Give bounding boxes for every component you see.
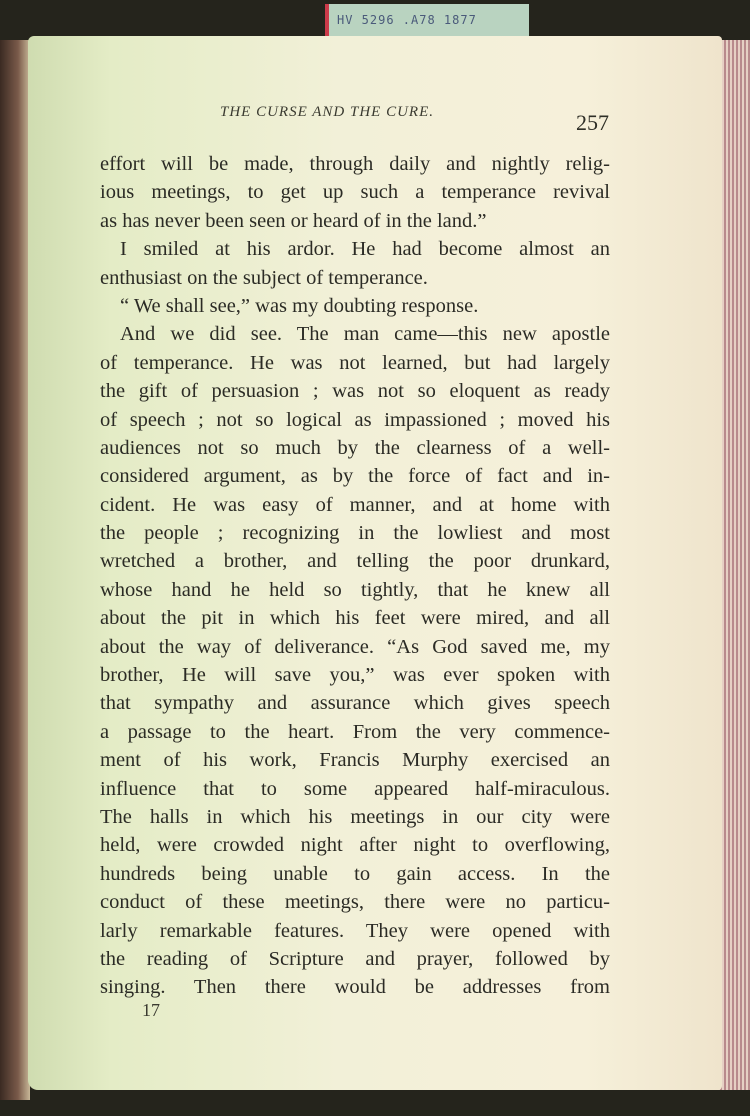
text-line: wretched a brother, and telling the poor drunkard, — [100, 550, 610, 573]
page-body-text — [100, 150, 610, 1002]
text-line: “ We shall see,” was my doubting response. — [120, 294, 479, 317]
text-line: The halls in which his meetings in our city were — [100, 805, 610, 828]
text-line: as has never been seen or heard of in the land.” — [100, 209, 487, 232]
text-line: larly remarkable features. They were opened with — [100, 919, 610, 942]
text-line: cident. He was easy of manner, and at home with — [100, 493, 610, 516]
text-line: the gift of persuasion ; was not so eloquent as ready — [100, 380, 610, 403]
text-line: the people ; recognizing in the lowliest and most — [100, 522, 610, 545]
text-line: of temperance. He was not learned, but had largely — [100, 351, 610, 374]
text-line: the reading of Scripture and prayer, followed by — [100, 947, 610, 970]
text-line: enthusiast on the subject of temperance. — [100, 266, 428, 289]
book-spine — [0, 40, 30, 1100]
text-line: about the pit in which his feet were mired, and all — [100, 607, 610, 630]
text-line: held, were crowded night after night to overflowing, — [100, 834, 610, 857]
text-line: of speech ; not so logical as impassioned ; moved his — [100, 408, 610, 431]
running-head: THE CURSE AND THE CURE. — [220, 104, 434, 120]
text-line: brother, He will save you,” was ever spoken with — [100, 664, 610, 687]
text-line: that sympathy and assurance which gives speech — [100, 692, 610, 715]
text-line: considered argument, as by the force of fact and in- — [100, 465, 610, 488]
signature-mark: 17 — [142, 1000, 160, 1020]
text-line: audiences not so much by the clearness of a well- — [100, 436, 610, 459]
text-line: I smiled at his ardor. He had become almost an — [120, 238, 610, 261]
text-line: singing. Then there would be addresses from — [100, 976, 610, 999]
text-line: a passage to the heart. From the very commence- — [100, 720, 610, 743]
text-line: ious meetings, to get up such a temperance revival — [100, 181, 610, 204]
text-line: ment of his work, Francis Murphy exercised an — [100, 749, 610, 772]
call-number: HV 5296 .A78 1877 — [337, 13, 477, 27]
text-line: whose hand he held so tightly, that he knew all — [100, 578, 610, 601]
text-line: influence that to some appeared half-miraculous. — [100, 777, 610, 800]
page-number: 257 — [576, 110, 609, 135]
text-line: about the way of deliverance. “As God saved me, my — [100, 635, 610, 658]
text-line: And we did see. The man came—this new apostle — [120, 323, 610, 346]
text-line: conduct of these meetings, there were no particu- — [100, 891, 610, 914]
text-line: hundreds being unable to gain access. In the — [100, 862, 610, 885]
text-line: effort will be made, through daily and nightly relig- — [100, 153, 610, 175]
library-call-number-label — [325, 4, 529, 36]
